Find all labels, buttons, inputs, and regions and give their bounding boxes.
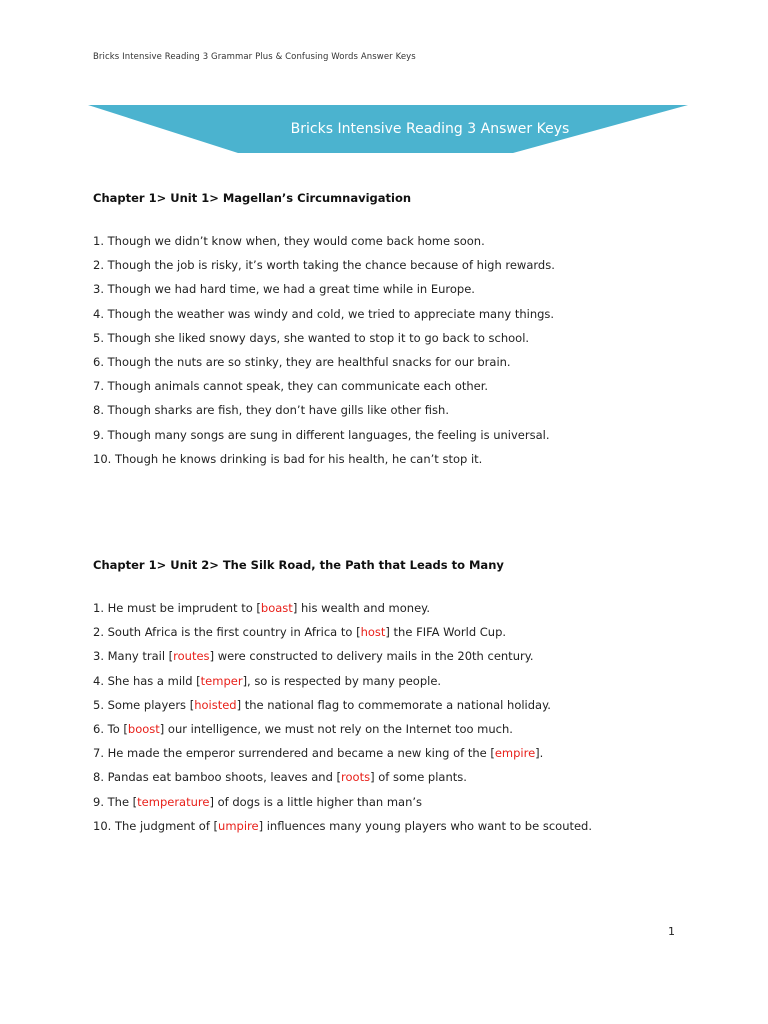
answer-text: ], so is respected by many people. — [242, 673, 442, 688]
answer-word: boast — [260, 601, 293, 615]
answer-item — [93, 374, 555, 398]
section-heading-unit-2: Chapter 1> Unit 2> The Silk Road, the Path that Leads to Many — [93, 558, 504, 572]
answer-item — [93, 669, 592, 693]
answer-item — [93, 741, 592, 765]
page-number: 1 — [668, 925, 675, 938]
answer-text: 9. The [ — [93, 794, 138, 809]
answer-word: host — [360, 625, 386, 640]
answer-word: temperature — [137, 794, 210, 809]
answer-text: 5. Some players [ — [93, 697, 195, 712]
answer-item — [93, 277, 555, 301]
answer-text: 7. He made the emperor surrendered and became a new king of the [ — [93, 746, 495, 761]
answer-item — [93, 398, 555, 422]
answer-word: empire — [494, 746, 536, 761]
answer-text: 8. Pandas eat bamboo shoots, leaves and [ — [93, 770, 342, 785]
answer-item — [93, 350, 555, 374]
answer-text: ] his wealth and money. — [292, 601, 430, 615]
answer-text: ] the FIFA World Cup. — [385, 625, 507, 640]
title-banner — [88, 105, 688, 153]
answer-item — [93, 620, 592, 644]
answer-item — [93, 423, 555, 447]
answer-text: ] influences many young players who want to be scouted. — [258, 818, 593, 833]
answer-text: 3. Many trail [ — [93, 649, 174, 664]
answer-text: 10. The judgment of [ — [93, 818, 219, 833]
answer-text: 5. Though she liked snowy days, she wanted to stop it to go back to school. — [93, 330, 530, 345]
answer-item — [93, 765, 592, 789]
answer-word: boost — [127, 721, 160, 736]
answer-item — [93, 644, 592, 668]
answer-item — [93, 693, 592, 717]
answer-item — [93, 229, 555, 253]
answer-text: ] of some plants. — [370, 770, 467, 785]
banner-title: Bricks Intensive Reading 3 Answer Keys — [290, 121, 570, 137]
answer-text: 1. He must be imprudent to [ — [93, 601, 261, 615]
answer-text: ]. — [535, 746, 544, 761]
answer-word: routes — [173, 649, 210, 664]
answer-item — [93, 596, 592, 620]
answer-text: 3. Though we had hard time, we had a great time while in Europe. — [93, 282, 475, 297]
answer-item — [93, 790, 592, 814]
answer-item — [93, 326, 555, 350]
answer-text: 1. Though we didn’t know when, they would come back home soon. — [93, 234, 485, 248]
running-header: Bricks Intensive Reading 3 Grammar Plus & Confusing Words Answer Keys — [93, 52, 416, 62]
answer-text: 4. Though the weather was windy and cold, we tried to appreciate many things. — [93, 306, 555, 321]
answer-text: ] of dogs is a little higher than man’s — [209, 794, 423, 809]
answer-item — [93, 814, 592, 838]
answer-word: hoisted — [194, 697, 237, 712]
answer-item — [93, 253, 555, 277]
answer-item — [93, 717, 592, 741]
answer-item — [93, 447, 555, 471]
answer-text: 9. Though many songs are sung in different languages, the feeling is universal. — [93, 427, 550, 442]
answer-list-unit-2 — [93, 596, 592, 838]
answer-text: 7. Though animals cannot speak, they can communicate each other. — [93, 379, 489, 394]
answer-text: 2. South Africa is the first country in Africa to [ — [93, 625, 361, 640]
answer-text: 10. Though he knows drinking is bad for his health, he can’t stop it. — [93, 451, 483, 466]
answer-item — [93, 302, 555, 326]
answer-text: 6. To [ — [93, 721, 128, 736]
answer-list-unit-1 — [93, 229, 555, 471]
answer-word: umpire — [218, 818, 259, 833]
answer-text: 8. Though sharks are fish, they don’t have gills like other fish. — [93, 403, 449, 418]
answer-text: ] were constructed to delivery mails in the 20th century. — [209, 649, 534, 664]
answer-word: roots — [341, 770, 371, 785]
answer-text: 6. Though the nuts are so stinky, they are healthful snacks for our brain. — [93, 354, 511, 369]
section-heading-unit-1: Chapter 1> Unit 1> Magellan’s Circumnavigation — [93, 191, 412, 205]
answer-text: 4. She has a mild [ — [93, 673, 201, 688]
answer-text: ] our intelligence, we must not rely on the Internet too much. — [159, 721, 513, 736]
answer-text: 2. Though the job is risky, it’s worth taking the chance because of high rewards. — [93, 258, 555, 273]
answer-word: temper — [200, 673, 243, 688]
answer-text: ] the national flag to commemorate a national holiday. — [236, 697, 551, 712]
